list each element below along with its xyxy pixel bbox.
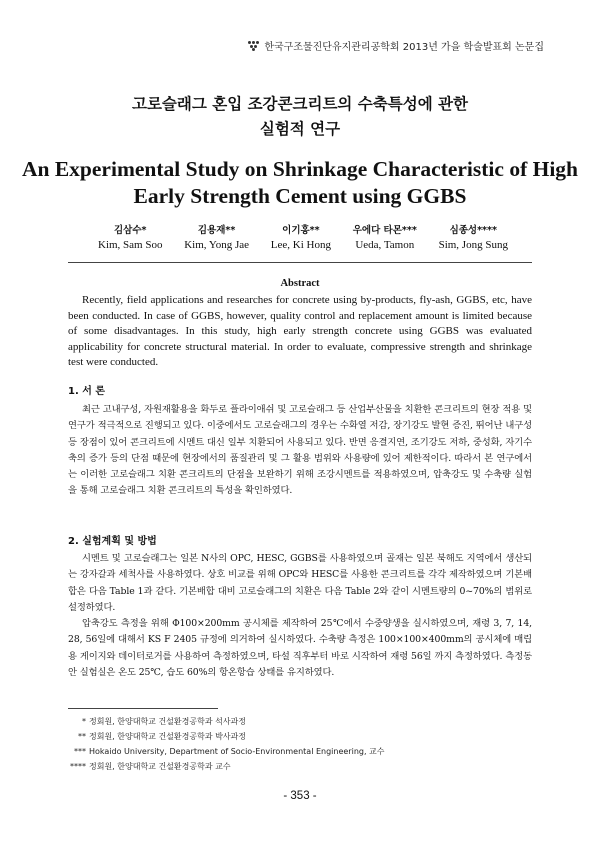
author-name-en: Sim, Jong Sung xyxy=(438,239,508,251)
footnote-text: Hokaido University, Department of Socio-Environmental Engineering, 교수 xyxy=(89,747,385,756)
author-list xyxy=(98,223,508,253)
korean-title-line1: 고로슬래그 혼입 조강콘크리트의 수축특성에 관한 xyxy=(131,95,469,113)
author-name-ko: 심종성**** xyxy=(449,225,497,236)
footnote-text: 정회원, 한양대학교 건설환경공학과 교수 xyxy=(89,762,231,771)
dots-logo-icon xyxy=(248,41,260,51)
author xyxy=(353,223,417,253)
abstract-heading: Abstract xyxy=(280,278,320,289)
footnote xyxy=(66,729,385,744)
footnote-mark: *** xyxy=(74,747,86,756)
footnote-mark: * xyxy=(82,717,86,726)
divider xyxy=(68,262,532,263)
author-name-en: Ueda, Tamon xyxy=(355,239,415,251)
footnote-mark: **** xyxy=(70,762,86,771)
introduction-paragraph: 최근 고내구성, 자원재활용을 화두로 플라이애쉬 및 고로슬래그 등 산업부산물을 치환한 콘크리트의 현장 적용 및 연구가 적극적으로 진행되고 있다. 이중에서도 고로슬래그의 경우는 수화열 저감, 장기강도 발현 증진, 뛰어난 내구성 등 장점이 있어 콘크리트에 시멘트 대신 일부 치환되어 사용되고 있다. 반면 응결지연, 조기강도 저하, 중성화, 자기수축의 증가 등의 단점 때문에 현장에서의 품질관리 및 그 활용 범위와 사용량에 있어 제한적이다. 따라서 본 연구에서는 이러한 고로슬래그 치환 콘크리트의 단점을 보완하기 위해 조강시멘트를 적용하였으며, 압축강도 및 수축량 실험을 통해 고로슬래그 치환 콘크리트의 특성을 확인하였다. xyxy=(68,404,532,497)
korean-title xyxy=(0,92,600,142)
journal-title: 한국구조물진단유지관리공학회 2013년 가을 학술발표회 논문집 xyxy=(264,42,544,53)
methods-paragraph-1: 시멘트 및 고로슬래그는 일본 N사의 OPC, HESC, GGBS를 사용하였으며 골재는 일본 북해도 지역에서 생산되는 강자갈과 세척사를 사용하였다. 상호 비교를 위해 OPC와 HESC를 사용한 콘크리트를 각각 제작하였으며 기본배합은 다음 Table 1과 같다. 기본배합 대비 고로슬래그의 치환은 다음 Table 2와 같이 시멘트량의 0~70%의 범위로 설정하였다. xyxy=(68,553,532,613)
abstract-text: Recently, field applications and researches for concrete using by-products, fly-ash, GGBS, etc, have been conducted. In case of GGBS, however, quality control and replacement amount is limited because of some disadvantages. In this study, high early strength concrete using GGBS was evaluated applicability for concrete structural material. In order to evaluate, compressive strength and shrinkage test were conducted. xyxy=(68,294,532,368)
footnote xyxy=(66,714,385,729)
footnote xyxy=(66,759,385,774)
footnote-mark: ** xyxy=(78,732,86,741)
running-header xyxy=(248,38,544,53)
author-name-ko: 김삼수* xyxy=(113,225,147,236)
author xyxy=(98,223,162,253)
page-number: - 353 - xyxy=(283,790,317,802)
author-name-en: Lee, Ki Hong xyxy=(270,239,331,251)
section-heading-methods: 2. 실험계획 및 방법 xyxy=(68,536,157,547)
author-name-en: Kim, Sam Soo xyxy=(98,239,163,251)
footnote-list xyxy=(66,714,385,774)
author xyxy=(439,223,508,253)
footnote-text: 정회원, 한양대학교 건설환경공학과 석사과정 xyxy=(89,717,247,726)
korean-title-line2: 실험적 연구 xyxy=(259,120,341,138)
author xyxy=(271,223,331,253)
footnote-text: 정회원, 한양대학교 건설환경공학과 박사과정 xyxy=(89,732,247,741)
author-name-en: Kim, Yong Jae xyxy=(184,239,250,251)
author-name-ko: 이기홍** xyxy=(282,225,320,236)
author xyxy=(184,223,249,253)
author-name-ko: 김용재** xyxy=(197,225,236,236)
english-title xyxy=(0,156,600,210)
author-name-ko: 우에다 타몬*** xyxy=(352,225,417,236)
english-title-line2: Early Strength Cement using GGBS xyxy=(133,184,467,208)
footnote-divider xyxy=(68,708,218,709)
section-heading-introduction: 1. 서 론 xyxy=(68,386,106,397)
footnote xyxy=(66,744,385,759)
methods-paragraph-2: 압축강도 측정을 위해 Φ100×200mm 공시체를 제작하여 25℃에서 수중양생을 실시하였으며, 재령 3, 7, 14, 28, 56일에 대해서 KS F 2405 규정에 의거하여 실시하였다. 수축량 측정은 100×100×400mm의 공시체에 매립용 게이지와 데이터로거를 사용하여 측정하였으며, 타설 직후부터 바로 시작하여 재령 56일 까지 측정하였다. 측정동안 실험실은 온도 25℃, 습도 60%의 항온항습 상태를 유지하였다. xyxy=(68,618,532,678)
english-title-line1: An Experimental Study on Shrinkage Characteristic of High xyxy=(21,157,579,181)
